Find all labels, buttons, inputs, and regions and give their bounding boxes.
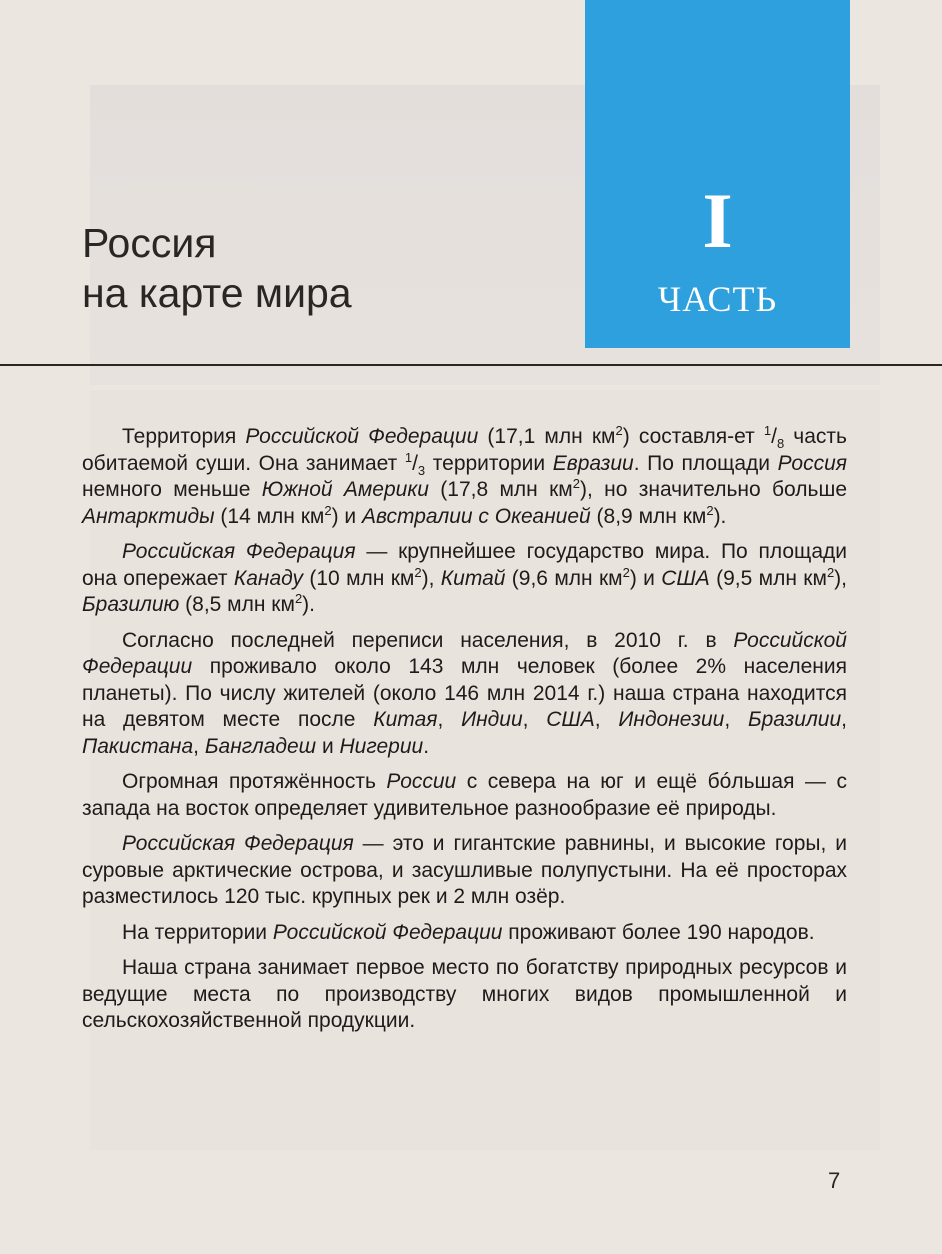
chapter-label: ЧАСТЬ xyxy=(657,279,778,319)
page-number: 7 xyxy=(828,1168,841,1193)
paragraph-7: Наша страна занимает первое место по богатству природных ресурсов и ведущие места по производству многих видов промышленной и сельскохозяйственной продукции. xyxy=(82,956,847,1032)
paragraph-3: Согласно последней переписи населения, в 2010 г. в Российской Федерации проживало около 143 млн человек (более 2% населения планеты). По числу жителей (около 146 млн 2014 г.) наша страна находится на девятом месте после Китая, Индии, США, Индонезии, Бразилии, Пакистана, Бангладеш и Нигерии. xyxy=(82,628,848,758)
body-text xyxy=(82,424,847,1044)
paragraph-2: Российская Федерация — крупнейшее государство мира. По площади она опережает Канаду (10 млн $км^2$), Китай (9,6 млн $км^2$) и США (9,5 млн $км^2$), Бразилию (8,5 млн $км^2$). xyxy=(82,540,847,616)
fraction-one-third: $^1/_3$ xyxy=(404,449,426,478)
paragraph-1: Территория Российской Федерации (17,1 млн $км^2$) составля-ет $^1/_8$ часть обитаемой суши. Она занимает $^1/_3$ территории Евразии. По площади Россия немного меньше Южной Америки (17,8 млн $км^2$), но значительно больше Антарктиды (14 млн $км^2$) и Австралии с Океанией (8,9 млн $км^2$). xyxy=(82,423,848,528)
paragraph-5: Российская Федерация — это и гигантские равнины, и высокие горы, и суровые арктические острова, и засушливые полупустыни. На её просторах разместилось 120 тыс. крупных рек и 2 млн озёр. xyxy=(82,832,847,908)
page-title-line-1: Россия xyxy=(82,220,217,266)
page-title xyxy=(82,218,352,318)
header-divider xyxy=(0,364,942,366)
paragraph-4: Огромная протяжённость России с севера на юг и ещё бóльшая — с запада на восток определяет удивительное разнообразие её природы. xyxy=(82,770,847,820)
chapter-number: I xyxy=(702,177,733,264)
page-title-line-2: на карте мира xyxy=(82,270,352,316)
fraction-one-eighth: $^1/_8$ xyxy=(763,423,785,452)
chapter-badge xyxy=(585,0,850,348)
paragraph-6: На территории Российской Федерации проживают более 190 народов. xyxy=(122,920,815,944)
